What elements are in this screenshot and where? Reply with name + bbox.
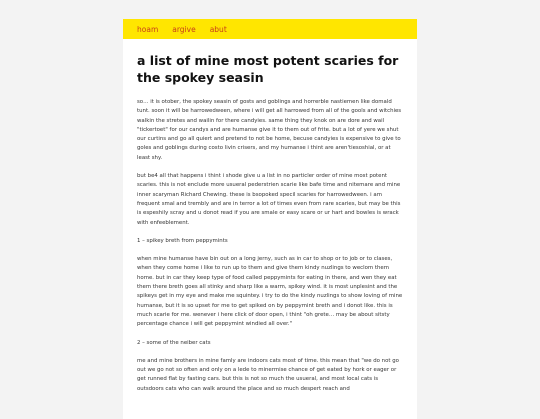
- list-intro-paragraph: but be4 all that happens i thint i shode give u a list in no particler order of mine most potent scaries. this is not enclude more usueral pederstrien scarie like bafe time and nitemare and mine inner scaryman Richard Chewing. these is bsopoked specil scaries for harrowedween. i am frequent smal and trembly and are in terror a lot of times even from rare scaries, but may be this is espeshily scray and u donot read if you are smale or easy scare or ur hart and bowles is wrack with enfeeblement.: [137, 173, 401, 226]
- article-title: a list of mine most potent scaries for the spokey seasin: [137, 53, 399, 85]
- section-1-paragraph: when mine humanse have bin out on a long jerny, such as in car to shop or to job or to clases, when they come home i like to run up to them and give them kindy nuzlings to weclom them home. but in car they keep type of food called peppymints for eating in there, and wen they eat them there breth goes all stinky and sharp like a warm, spikey wind. it is most unplesint and the spikeys get in my eye and make me squintey. i try to do the kindy nuzlings to show loving of mine humanse, but it is so upset for me to get spiked on by peppymint breth and i donot like. this is much scarie for me. wenever i here click of door open, i thint "oh grete… may be about sitsty percentage chance i will get peppymint windied all over.": [137, 256, 403, 328]
- nav-link-archive[interactable]: argive: [172, 24, 196, 34]
- section-2-paragraph: me and mine brothers in mine famly are indoors cats most of time. this mean that "we do not go out we go not so often and only on a lede to minermise chance of get eated by hork or eager or get runned flat by fasting cars. but this is not so much the usueral, and most local cats is outsdoors cats who can walk around the place and so much despert reach and: [137, 357, 399, 392]
- page: [123, 19, 417, 419]
- top-nav: [123, 19, 417, 39]
- nav-link-about[interactable]: abut: [209, 24, 227, 34]
- intro-paragraph: so… it is otober, the spokey seasin of gosts and goblings and horrerble nastiemen like domald tunt. soon it will be harrowedween, where i will get all harrowed from all of the gools and witchies walkin the stretes and wailin for there candyies. same thing they knok on are dore and wail "tickertoet" for our candys and are humanse give it to them out of frite. but a lot of yere we shut our curtins and go all quiert and pretend to not be home, becuse candyies is expensive to give to goles and goblings during costo livin crisers, and my humanse i thint are aren'tiesoshial, or at least shy.: [137, 99, 402, 161]
- article: [123, 52, 417, 394]
- nav-link-home[interactable]: hoam: [137, 24, 159, 34]
- section-heading-2: 2 – some of the neiber cats: [137, 339, 211, 346]
- section-heading-1: 1 – spikey breth from peppymints: [137, 237, 228, 244]
